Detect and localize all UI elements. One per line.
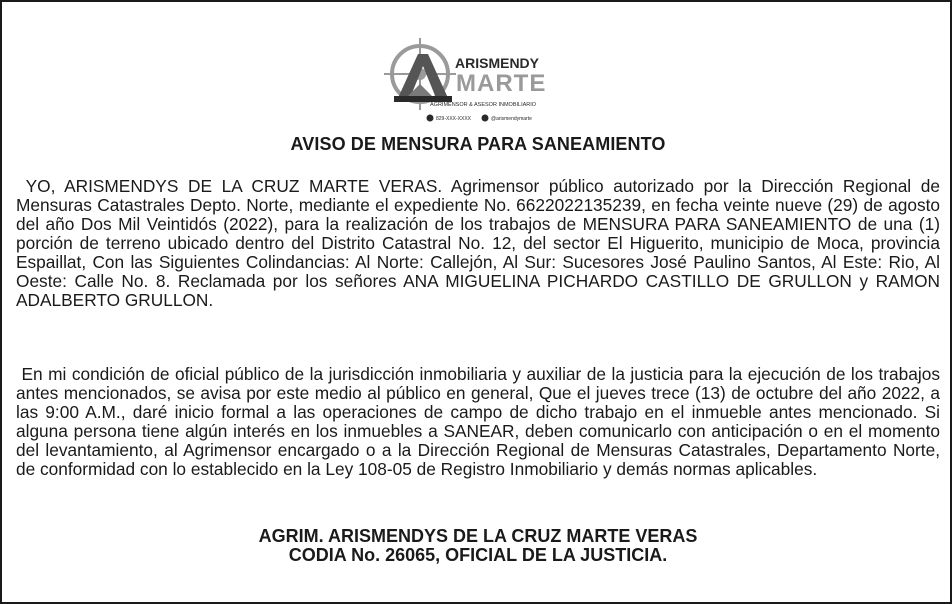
signature-name: AGRIM. ARISMENDYS DE LA CRUZ MARTE VERAS [258,526,698,546]
logo-tagline: AGRIMENSOR & ASESOR INMOBILIARIO [430,102,537,108]
logo-phone: 829-XXX-XXXX [436,116,472,122]
signature-credential: CODIA No. 26065, OFICIAL DE LA JUSTICIA. [288,545,668,565]
notice-paragraph-2: En mi condición de oficial público de la jurisdicción inmobiliaria y auxiliar de la justicia para la ejecución de los trabajos antes mencionados, se avisa por este medio al público en general, Que el jueves trece (13) de octubre del año 2022, a las 9:00 A.M., daré inicio formal a las operaciones de campo de dicho trabajo en el inmueble antes mencionado. Si alguna persona tiene algún interés en los inmuebles a SANEAR, deben comunicarlo con anticipación o en el momento del levantamiento, al Agrimensor encargado o a la Dirección Regional de Mensuras Catastrales, Departamento Norte, de conformidad con lo establecido en la Ley 108-05 de Registro Inmobiliario y demás normas aplicables. [16,364,945,479]
company-logo [370,36,590,126]
logo-name-line2: MARTE [456,70,547,97]
logo-social: @arismendymarte [491,116,532,122]
notice-paragraph-1: YO, ARISMENDYS DE LA CRUZ MARTE VERAS. Agrimensor público autorizado por la Dirección Regional de Mensuras Catastrales Depto. Norte, mediante el expediente No. 6622022135239, en fecha veinte nueve (29) de agosto del año Dos Mil Veintidós (2022), para la realización de los trabajos de MENSURA PARA SANEAMIENTO de una (1) porción de terreno ubicado dentro del Distrito Catastral No. 12, del sector El Higuerito, municipio de Moca, provincia Espaillat, Con las Siguientes Colindancias: Al Norte: Callejón, Al Sur: Sucesores José Paulino Santos, Al Este: Rio, Al Oeste: Calle No. 8. Reclamada por los señores ANA MIGUELINA PICHARDO CASTILLO DE GRULLON y RAMON ADALBERTO GRULLON. [16,176,945,310]
notice-title: AVISO DE MENSURA PARA SANEAMIENTO [290,134,666,154]
logo-name-line1: ARISMENDY [455,55,540,71]
phone-icon [427,115,434,122]
social-icon [482,115,489,122]
